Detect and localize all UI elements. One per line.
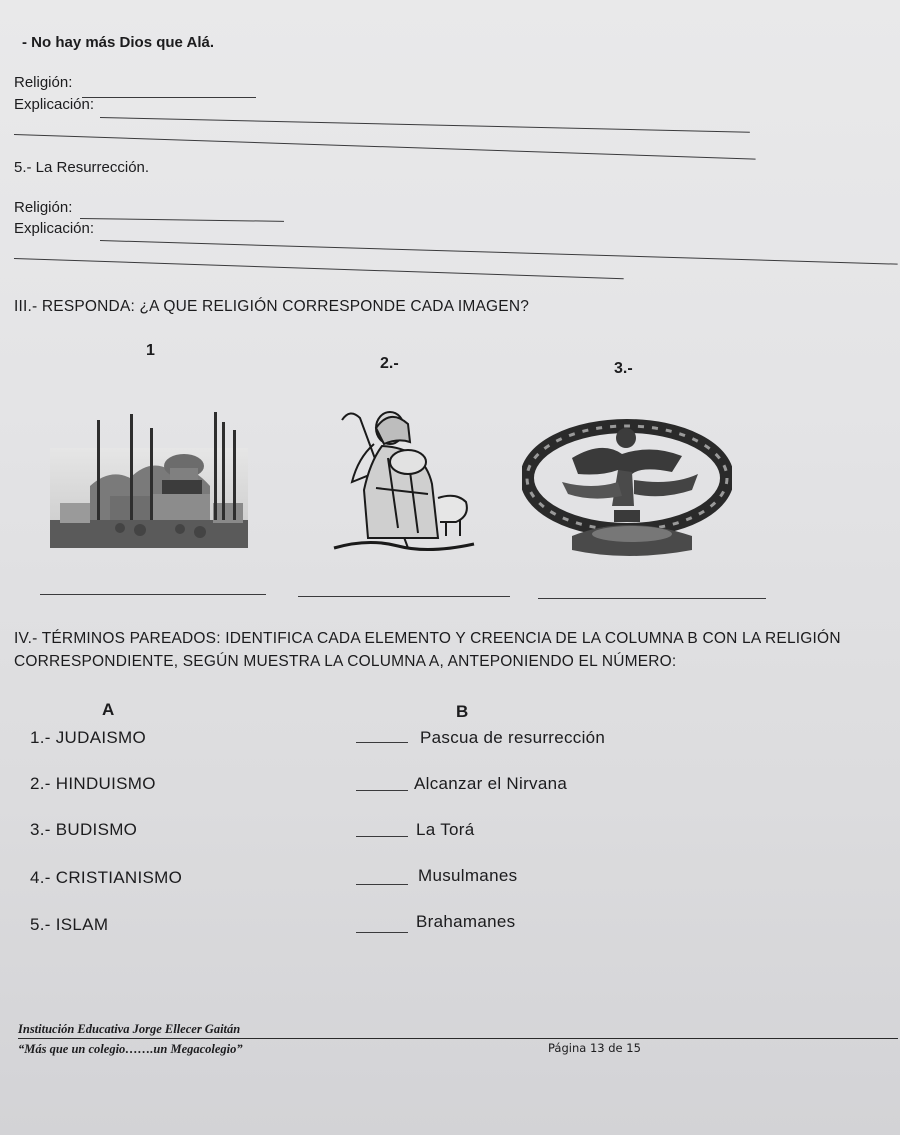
religion-label-4: Religión: — [14, 74, 73, 91]
row-2-column-a: 2.- HINDUISMO — [30, 774, 156, 793]
row-5-answer-blank[interactable] — [356, 932, 408, 933]
row-1-column-b: Pascua de resurrección — [420, 728, 606, 747]
nataraja-statue-icon — [522, 410, 732, 560]
explicacion-answer-line-4a[interactable] — [100, 117, 750, 133]
row-5-column-a: 5.- ISLAM — [30, 915, 109, 934]
row-4-column-b: Musulmanes — [418, 866, 518, 885]
image-2-answer-line[interactable] — [298, 596, 510, 597]
row-2-column-b: Alcanzar el Nirvana — [414, 774, 568, 793]
shepherd-drawing-icon — [328, 398, 478, 556]
row-5-column-b: Brahamanes — [416, 912, 516, 931]
image-2-number: 2.- — [380, 355, 399, 372]
image-3-answer-line[interactable] — [538, 598, 766, 599]
item-statement: - No hay más Dios que Alá. — [22, 34, 214, 51]
row-4-answer-blank[interactable] — [356, 884, 408, 885]
section-3-heading: III.- RESPONDA: ¿A QUE RELIGIÓN CORRESPONDE CADA IMAGEN? — [14, 298, 530, 315]
explicacion-label-4: Explicación: — [14, 96, 95, 113]
image-1-number: 1 — [146, 342, 155, 359]
row-1-column-a: 1.- JUDAISMO — [30, 728, 147, 747]
image-1-answer-line[interactable] — [40, 594, 266, 595]
row-3-column-a: 3.- BUDISMO — [30, 820, 138, 839]
page-number: Página 13 de 15 — [548, 1041, 641, 1055]
image-3-number: 3.- — [614, 360, 633, 377]
section-4-heading-line1: IV.- TÉRMINOS PAREADOS: IDENTIFICA CADA ELEMENTO Y CREENCIA DE LA COLUMNA B CON LA RELIGIÓN — [14, 630, 841, 647]
explicacion-answer-line-5b[interactable] — [14, 258, 624, 279]
footer-divider — [18, 1038, 898, 1039]
row-3-column-b: La Torá — [416, 820, 475, 839]
row-4-column-a: 4.- CRISTIANISMO — [30, 868, 183, 887]
row-1-answer-blank[interactable] — [356, 742, 408, 743]
section-4-heading-line2: CORRESPONDIENTE, SEGÚN MUESTRA LA COLUMNA A, ANTEPONIENDO EL NÚMERO: — [14, 653, 677, 670]
explicacion-label-5: Explicación: — [14, 220, 95, 237]
item-5-title: 5.- La Resurrección. — [14, 159, 150, 176]
religion-label-5: Religión: — [14, 199, 73, 216]
explicacion-answer-line-4b[interactable] — [14, 134, 756, 160]
column-a-header: A — [102, 700, 115, 719]
footer-institution: Institución Educativa Jorge Ellecer Gaitán — [18, 1022, 241, 1036]
explicacion-answer-line-5a[interactable] — [100, 240, 898, 265]
footer-slogan: “Más que un colegio…….un Megacolegio” — [18, 1042, 243, 1056]
column-b-header: B — [456, 702, 469, 721]
religion-answer-line-5[interactable] — [80, 218, 284, 222]
row-3-answer-blank[interactable] — [356, 836, 408, 837]
religion-answer-line-4[interactable] — [82, 97, 256, 98]
mosque-photo-icon — [50, 408, 248, 548]
row-2-answer-blank[interactable] — [356, 790, 408, 791]
